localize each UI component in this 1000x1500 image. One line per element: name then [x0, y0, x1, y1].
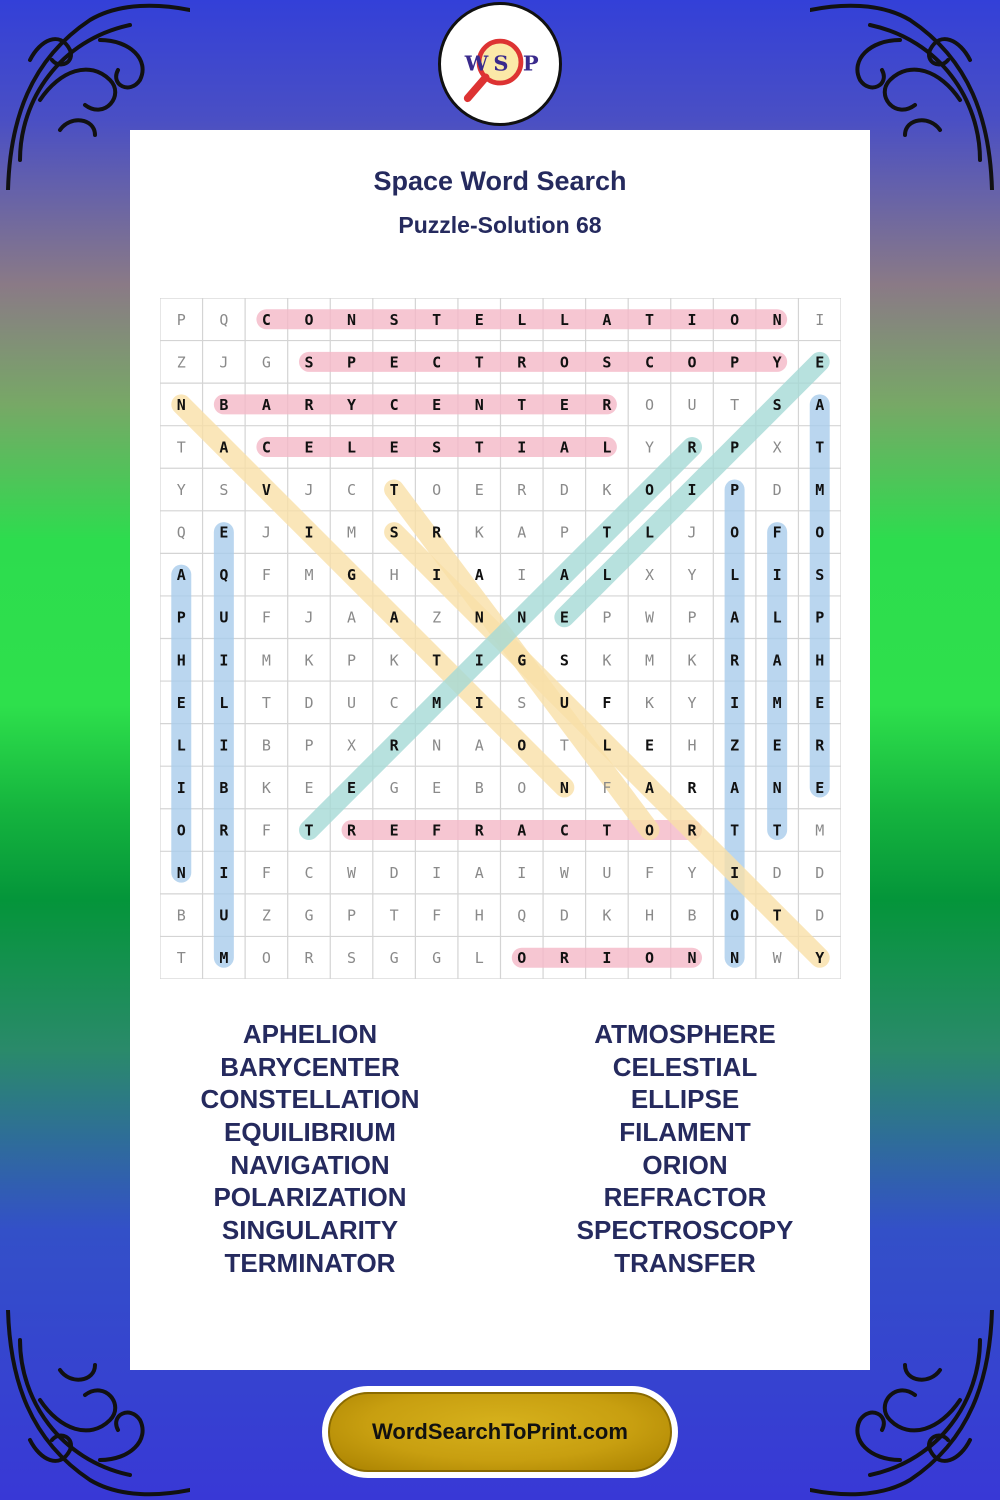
grid-cell[interactable]: A	[644, 778, 654, 797]
grid-cell[interactable]: Z	[261, 906, 271, 925]
grid-cell[interactable]: F	[261, 821, 271, 840]
grid-cell[interactable]: O	[644, 949, 654, 968]
website-button[interactable]	[322, 1386, 678, 1478]
grid-cell[interactable]: M	[304, 566, 314, 585]
grid-cell[interactable]: M	[432, 693, 442, 712]
grid-cell[interactable]: O	[644, 821, 654, 840]
grid-cell[interactable]: M	[644, 651, 654, 670]
grid-cell[interactable]: Q	[219, 310, 229, 329]
grid-cell[interactable]: F	[644, 864, 654, 883]
grid-cell[interactable]: I	[687, 310, 697, 329]
grid-cell[interactable]: Y	[815, 949, 825, 968]
grid-cell[interactable]: A	[261, 395, 271, 414]
logo-letter-p: P	[522, 50, 539, 76]
grid-cell[interactable]: T	[772, 821, 782, 840]
grid-cell[interactable]: I	[517, 566, 527, 585]
website-label[interactable]: WordSearchToPrint.com	[328, 1392, 672, 1472]
word-list-left	[130, 1018, 490, 1280]
grid-cell[interactable]: Y	[687, 693, 697, 712]
grid-cell[interactable]: Y	[687, 566, 697, 585]
grid-cell[interactable]: B	[687, 906, 697, 925]
grid-cell[interactable]: A	[474, 566, 484, 585]
grid-cell[interactable]: W	[644, 608, 654, 627]
grid-cell[interactable]: K	[261, 778, 271, 797]
grid-cell[interactable]: F	[602, 778, 612, 797]
grid-cell[interactable]: L	[602, 736, 612, 755]
word-list-item: SINGULARITY	[221, 1215, 399, 1246]
grid-cell[interactable]: B	[176, 906, 186, 925]
grid-cell[interactable]: A	[559, 438, 569, 457]
grid-cell[interactable]: Q	[517, 906, 527, 925]
grid-cell[interactable]: Y	[347, 395, 357, 414]
grid-cell[interactable]: Z	[432, 608, 442, 627]
grid-cell[interactable]: P	[176, 310, 186, 329]
grid-cell[interactable]: N	[176, 395, 186, 414]
word-list-item: ORION	[642, 1149, 728, 1180]
grid-cell[interactable]: P	[730, 353, 740, 372]
grid-cell[interactable]: T	[815, 438, 825, 457]
grid-cell[interactable]: O	[304, 310, 314, 329]
grid-cell[interactable]: E	[815, 353, 825, 372]
grid-cell[interactable]: T	[432, 651, 442, 670]
grid-cell[interactable]: O	[644, 481, 654, 500]
grid-cell[interactable]: E	[389, 821, 399, 840]
grid-cell[interactable]: G	[389, 778, 399, 797]
grid-cell[interactable]: H	[644, 906, 654, 925]
grid-cell[interactable]: I	[517, 438, 527, 457]
word-search-grid-svg	[160, 298, 841, 979]
grid-cell[interactable]: I	[219, 864, 229, 883]
grid-cell[interactable]: D	[559, 906, 569, 925]
grid-cell[interactable]: E	[474, 310, 484, 329]
grid-cell[interactable]: I	[517, 864, 527, 883]
grid-cell[interactable]: J	[304, 608, 314, 627]
grid-cell[interactable]: D	[772, 481, 782, 500]
grid-cell[interactable]: E	[304, 778, 314, 797]
grid-cell[interactable]: S	[389, 310, 399, 329]
grid-cell[interactable]: I	[730, 864, 740, 883]
grid-cell[interactable]: S	[432, 438, 442, 457]
grid-cell[interactable]: T	[474, 353, 484, 372]
word-list-item: FILAMENT	[619, 1117, 751, 1148]
grid-cell[interactable]: I	[730, 693, 740, 712]
grid-cell[interactable]: E	[772, 736, 782, 755]
grid-cell[interactable]: T	[389, 906, 399, 925]
wsp-logo[interactable]	[438, 2, 562, 126]
grid-cell[interactable]: M	[347, 523, 357, 542]
grid-cell[interactable]: A	[559, 566, 569, 585]
grid-cell[interactable]: L	[772, 608, 782, 627]
grid-cell[interactable]: R	[815, 736, 825, 755]
grid-cell[interactable]: J	[687, 523, 697, 542]
grid-cell[interactable]: T	[304, 821, 314, 840]
grid-cell[interactable]: A	[772, 651, 782, 670]
grid-cell[interactable]: S	[559, 651, 569, 670]
grid-cell[interactable]: U	[347, 693, 357, 712]
grid-cell[interactable]: R	[304, 949, 314, 968]
grid-cell[interactable]: N	[474, 395, 484, 414]
grid-cell[interactable]: G	[261, 353, 271, 372]
grid-cell[interactable]: O	[730, 310, 740, 329]
grid-cell[interactable]: O	[559, 353, 569, 372]
grid-cell[interactable]: P	[815, 608, 825, 627]
grid-cell[interactable]: K	[389, 651, 399, 670]
grid-cell[interactable]: D	[815, 906, 825, 925]
grid-cell[interactable]: D	[304, 693, 314, 712]
grid-cell[interactable]: W	[772, 949, 782, 968]
grid-cell[interactable]: F	[261, 566, 271, 585]
grid-cell[interactable]: T	[559, 736, 569, 755]
grid-cell[interactable]: I	[432, 566, 442, 585]
grid-cell[interactable]: N	[176, 864, 186, 883]
grid-cell[interactable]: K	[602, 651, 612, 670]
grid-cell[interactable]: F	[432, 906, 442, 925]
grid-cell[interactable]: L	[602, 438, 612, 457]
grid-cell[interactable]: H	[389, 566, 399, 585]
word-list-item: POLARIZATION	[213, 1182, 407, 1213]
grid-cell[interactable]: T	[474, 438, 484, 457]
word-search-grid[interactable]	[160, 298, 841, 979]
grid-cell[interactable]: I	[432, 864, 442, 883]
grid-cell[interactable]: J	[219, 353, 229, 372]
grid-cell[interactable]: P	[559, 523, 569, 542]
word-list-item: SPECTROSCOPY	[576, 1215, 794, 1246]
grid-cell[interactable]: O	[176, 821, 186, 840]
word-list-item: ELLIPSE	[630, 1084, 740, 1115]
grid-cell[interactable]: I	[219, 651, 229, 670]
grid-cell[interactable]: I	[815, 310, 825, 329]
grid-cell[interactable]: Q	[219, 566, 229, 585]
grid-cell[interactable]: Y	[644, 438, 654, 457]
grid-cell[interactable]: W	[559, 864, 569, 883]
grid-cell[interactable]: C	[347, 481, 357, 500]
grid-cell[interactable]: R	[347, 821, 357, 840]
grid-cell[interactable]: E	[815, 693, 825, 712]
word-list-right	[505, 1018, 865, 1280]
grid-cell[interactable]: A	[474, 736, 484, 755]
grid-cell[interactable]: A	[602, 310, 612, 329]
grid-cell[interactable]: T	[176, 438, 186, 457]
grid-cell[interactable]: Y	[176, 481, 186, 500]
grid-cell[interactable]: B	[219, 395, 229, 414]
grid-cell[interactable]: H	[176, 651, 186, 670]
grid-cell[interactable]: E	[559, 608, 569, 627]
grid-cell[interactable]: M	[219, 949, 229, 968]
grid-cell[interactable]: W	[347, 864, 357, 883]
grid-cell[interactable]: P	[347, 353, 357, 372]
grid-cell[interactable]: N	[772, 778, 782, 797]
grid-cell[interactable]: X	[347, 736, 357, 755]
grid-cell[interactable]: O	[517, 778, 527, 797]
grid-cell[interactable]: E	[474, 481, 484, 500]
word-list-item: TERMINATOR	[224, 1247, 396, 1278]
grid-cell[interactable]: R	[219, 821, 229, 840]
grid-cell[interactable]: E	[347, 778, 357, 797]
grid-cell[interactable]: P	[602, 608, 612, 627]
grid-cell[interactable]: R	[559, 949, 569, 968]
grid-cell[interactable]: N	[687, 949, 697, 968]
grid-cell[interactable]: L	[644, 523, 654, 542]
grid-cell[interactable]: X	[644, 566, 654, 585]
grid-cell[interactable]: I	[602, 949, 612, 968]
grid-cell[interactable]: T	[517, 395, 527, 414]
word-list-item: NAVIGATION	[230, 1149, 390, 1180]
grid-cell[interactable]: A	[219, 438, 229, 457]
grid-cell[interactable]: C	[559, 821, 569, 840]
grid-cell[interactable]: A	[815, 395, 825, 414]
grid-cell[interactable]: L	[517, 310, 527, 329]
grid-cell[interactable]: R	[687, 821, 697, 840]
grid-cell[interactable]: O	[644, 395, 654, 414]
grid-cell[interactable]: S	[304, 353, 314, 372]
grid-cell[interactable]: V	[261, 481, 271, 500]
grid-cell[interactable]: O	[730, 906, 740, 925]
grid-cell[interactable]: S	[347, 949, 357, 968]
word-list-item: EQUILIBRIUM	[224, 1117, 396, 1148]
grid-cell[interactable]: R	[432, 523, 442, 542]
grid-cell[interactable]: L	[602, 566, 612, 585]
grid-cell[interactable]: L	[730, 566, 740, 585]
grid-cell[interactable]: H	[687, 736, 697, 755]
grid-cell[interactable]: R	[304, 395, 314, 414]
grid-cell[interactable]: J	[261, 523, 271, 542]
grid-cell[interactable]: A	[517, 523, 527, 542]
grid-cell[interactable]: Z	[176, 353, 186, 372]
grid-cell[interactable]: P	[304, 736, 314, 755]
grid-cell[interactable]: I	[474, 693, 484, 712]
grid-cell[interactable]: I	[304, 523, 314, 542]
grid-cell[interactable]: A	[517, 821, 527, 840]
grid-cell[interactable]: B	[474, 778, 484, 797]
grid-cell[interactable]: I	[474, 651, 484, 670]
word-list-item: REFRACTOR	[603, 1182, 767, 1213]
grid-cell[interactable]: E	[219, 523, 229, 542]
grid-cell[interactable]: P	[176, 608, 186, 627]
grid-cell[interactable]: K	[474, 523, 484, 542]
grid-cell[interactable]: K	[602, 481, 612, 500]
grid-cell[interactable]: L	[219, 693, 229, 712]
grid-cell[interactable]: O	[432, 481, 442, 500]
grid-cell[interactable]: N	[474, 608, 484, 627]
grid-cell[interactable]: C	[261, 310, 271, 329]
grid-cell[interactable]: P	[730, 438, 740, 457]
grid-cell[interactable]: A	[176, 566, 186, 585]
grid-cell[interactable]: B	[261, 736, 271, 755]
grid-cell[interactable]: T	[389, 481, 399, 500]
grid-cell[interactable]: U	[559, 693, 569, 712]
grid-cell[interactable]: O	[815, 523, 825, 542]
grid-cell[interactable]: T	[772, 906, 782, 925]
grid-cell[interactable]: I	[772, 566, 782, 585]
grid-cell[interactable]: R	[517, 353, 527, 372]
grid-cell[interactable]: E	[815, 778, 825, 797]
grid-cell[interactable]: U	[602, 864, 612, 883]
puzzle-subtitle: Puzzle-Solution 68	[398, 212, 602, 238]
grid-cell[interactable]: O	[687, 353, 697, 372]
grid-cell[interactable]: O	[517, 736, 527, 755]
grid-cell[interactable]: N	[730, 949, 740, 968]
grid-cell[interactable]: M	[772, 693, 782, 712]
grid-cell[interactable]: I	[687, 481, 697, 500]
grid-cell[interactable]: S	[517, 693, 527, 712]
grid-cell[interactable]: Q	[176, 523, 186, 542]
grid-cell[interactable]: N	[559, 778, 569, 797]
grid-cell[interactable]: P	[347, 906, 357, 925]
grid-cell[interactable]: X	[772, 438, 782, 457]
grid-cell[interactable]: A	[347, 608, 357, 627]
grid-cell[interactable]: H	[815, 651, 825, 670]
grid-cell[interactable]: N	[347, 310, 357, 329]
grid-cell[interactable]: F	[261, 864, 271, 883]
grid-cell[interactable]: S	[389, 523, 399, 542]
grid-cell[interactable]: R	[730, 651, 740, 670]
grid-cell[interactable]: E	[432, 778, 442, 797]
grid-cell[interactable]: T	[730, 821, 740, 840]
grid-cell[interactable]: P	[687, 608, 697, 627]
grid-cell[interactable]: Z	[730, 736, 740, 755]
grid-cell[interactable]: T	[176, 949, 186, 968]
grid-cell[interactable]: S	[772, 395, 782, 414]
grid-cell[interactable]: F	[261, 608, 271, 627]
grid-cell[interactable]: K	[687, 651, 697, 670]
grid-cell[interactable]: A	[389, 608, 399, 627]
grid-cell[interactable]: T	[602, 821, 612, 840]
logo-letter-s: S	[493, 50, 509, 76]
grid-cell[interactable]: A	[730, 778, 740, 797]
grid-cell[interactable]: I	[176, 778, 186, 797]
word-list-item: APHELION	[242, 1019, 378, 1049]
grid-cell[interactable]: R	[389, 736, 399, 755]
grid-cell[interactable]: K	[602, 906, 612, 925]
grid-cell[interactable]: C	[304, 864, 314, 883]
grid-cell[interactable]: B	[219, 778, 229, 797]
grid-cell[interactable]: L	[176, 736, 186, 755]
grid-cell[interactable]: G	[347, 566, 357, 585]
grid-cell[interactable]: U	[687, 395, 697, 414]
magnifier-handle-icon	[468, 77, 486, 98]
grid-cell[interactable]: E	[644, 736, 654, 755]
grid-cell[interactable]: O	[517, 949, 527, 968]
grid-cell[interactable]: R	[474, 821, 484, 840]
grid-cell[interactable]: O	[261, 949, 271, 968]
grid-cell[interactable]: S	[219, 481, 229, 500]
grid-cell[interactable]: G	[389, 949, 399, 968]
word-list-item: CONSTELLATION	[200, 1084, 420, 1115]
grid-cell[interactable]: T	[602, 523, 612, 542]
grid-cell[interactable]: S	[602, 353, 612, 372]
grid-cell[interactable]: N	[772, 310, 782, 329]
grid-cell[interactable]: M	[261, 651, 271, 670]
word-list-item: TRANSFER	[614, 1247, 756, 1278]
grid-cell[interactable]: T	[730, 395, 740, 414]
grid-cell[interactable]: M	[815, 821, 825, 840]
grid-cell[interactable]: P	[730, 481, 740, 500]
word-list-item: ATMOSPHERE	[594, 1019, 776, 1049]
grid-cell[interactable]: L	[559, 310, 569, 329]
puzzle-card	[130, 130, 870, 1370]
grid-cell[interactable]: L	[474, 949, 484, 968]
grid-cell[interactable]: M	[815, 481, 825, 500]
grid-cell[interactable]: T	[261, 693, 271, 712]
grid-cell[interactable]: G	[304, 906, 314, 925]
grid-cell[interactable]: T	[432, 310, 442, 329]
logo-letter-w: W	[464, 50, 489, 76]
grid-cell[interactable]: C	[389, 395, 399, 414]
grid-cell[interactable]: E	[432, 395, 442, 414]
grid-cell[interactable]: I	[219, 736, 229, 755]
grid-cell[interactable]: S	[815, 566, 825, 585]
puzzle-title: Space Word Search	[373, 166, 627, 196]
grid-cell[interactable]: D	[772, 864, 782, 883]
grid-cell[interactable]: U	[219, 608, 229, 627]
grid-cell[interactable]: E	[389, 353, 399, 372]
grid-cell[interactable]: L	[347, 438, 357, 457]
grid-cell[interactable]: R	[687, 438, 697, 457]
grid-cell[interactable]: P	[347, 651, 357, 670]
word-list-item: BARYCENTER	[220, 1051, 400, 1082]
grid-cell[interactable]: E	[176, 693, 186, 712]
grid-cell[interactable]: E	[304, 438, 314, 457]
grid-cell[interactable]: O	[730, 523, 740, 542]
grid-cell[interactable]: C	[644, 353, 654, 372]
grid-cell[interactable]: E	[389, 438, 399, 457]
grid-cell[interactable]: D	[815, 864, 825, 883]
grid-cell[interactable]: D	[389, 864, 399, 883]
grid-cell[interactable]: R	[687, 778, 697, 797]
grid-cell[interactable]: F	[602, 693, 612, 712]
grid-cell[interactable]: E	[559, 395, 569, 414]
grid-cell[interactable]: R	[602, 395, 612, 414]
grid-cell[interactable]: J	[304, 481, 314, 500]
grid-cell[interactable]: N	[517, 608, 527, 627]
grid-cell[interactable]: C	[432, 353, 442, 372]
grid-cell[interactable]: K	[304, 651, 314, 670]
grid-cell[interactable]: H	[474, 906, 484, 925]
grid-cell[interactable]: A	[474, 864, 484, 883]
grid-cell[interactable]: F	[432, 821, 442, 840]
grid-cell[interactable]: U	[219, 906, 229, 925]
grid-cell[interactable]: T	[644, 310, 654, 329]
grid-cell[interactable]: R	[517, 481, 527, 500]
grid-cell[interactable]: A	[730, 608, 740, 627]
word-list-item: CELESTIAL	[612, 1051, 758, 1082]
grid-cell[interactable]: F	[772, 523, 782, 542]
grid-cell[interactable]: Y	[687, 864, 697, 883]
grid-cell[interactable]: G	[432, 949, 442, 968]
grid-cell[interactable]: G	[517, 651, 527, 670]
grid-cell[interactable]: C	[389, 693, 399, 712]
grid-cell[interactable]: Y	[772, 353, 782, 372]
grid-cell[interactable]: N	[432, 736, 442, 755]
grid-cell[interactable]: C	[261, 438, 271, 457]
grid-cell[interactable]: D	[559, 481, 569, 500]
grid-cell[interactable]: K	[644, 693, 654, 712]
